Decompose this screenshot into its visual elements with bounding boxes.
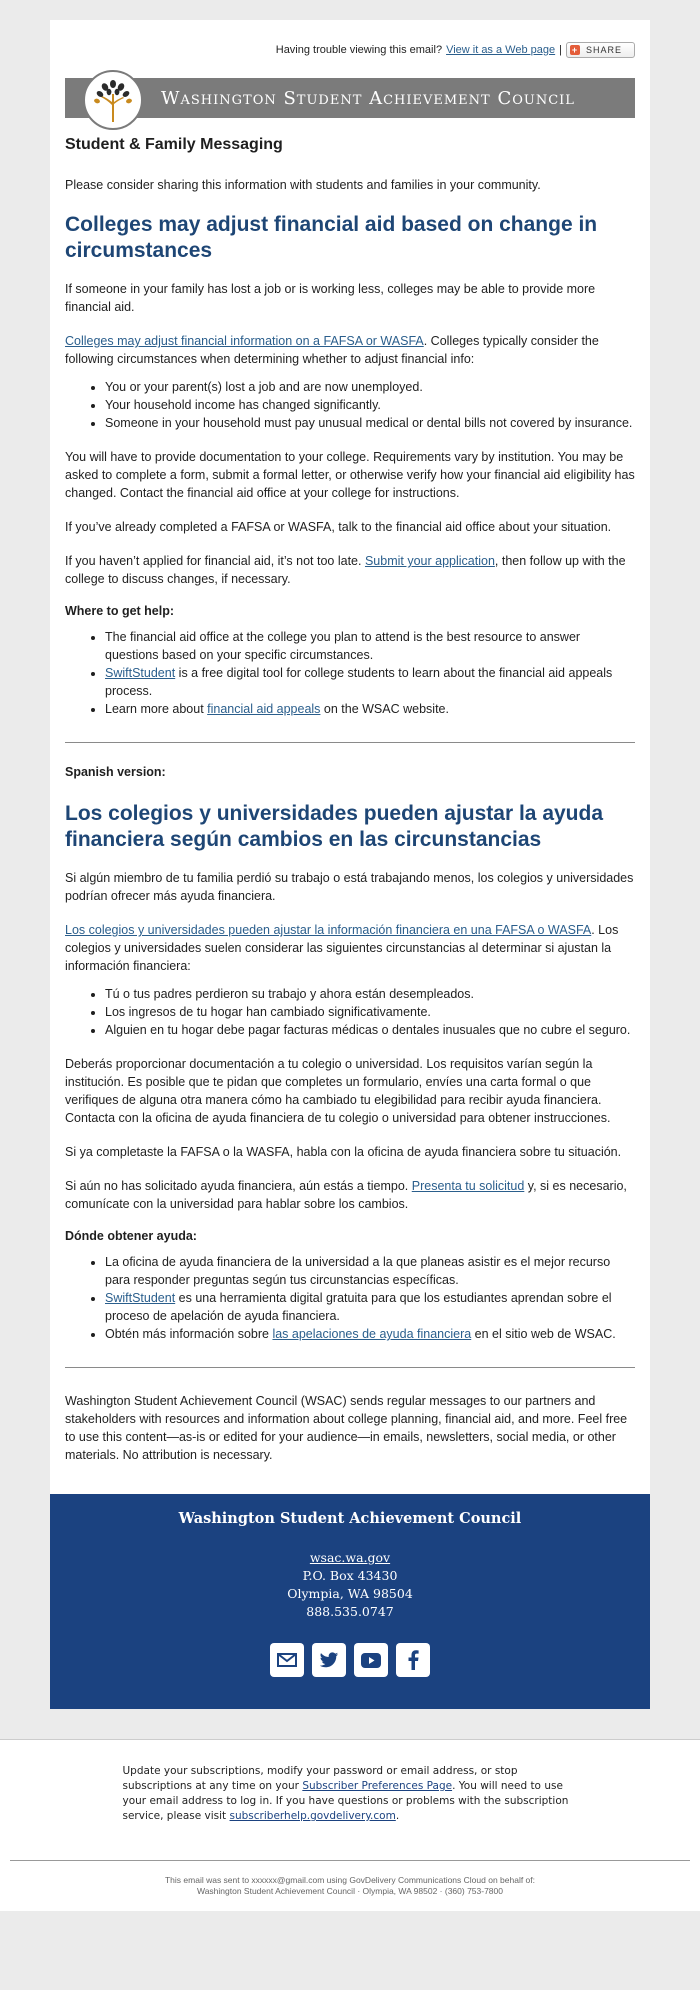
section-label: Student & Family Messaging [65, 136, 283, 153]
list-item: • You or your parent(s) lost a job and are now unemployed. [105, 378, 635, 396]
english-p5-post: , then follow up with the college to discuss changes, if necessary. [65, 554, 626, 586]
share-plus-icon: + [571, 45, 579, 55]
list-item [105, 1325, 635, 1343]
spanish-help-heading: Dónde obtener ayuda: [65, 1229, 197, 1243]
sent-by-notice [0, 1875, 700, 1897]
list-item: • The financial aid office at the college you plan to attend is the best resource to answer questions based on your specific circumstances. [105, 628, 635, 664]
subscriber-preferences-link[interactable]: Subscriber Preferences Page [302, 1780, 453, 1792]
english-help-list [65, 628, 635, 718]
spanish-p3: Deberás proporcionar documentación a tu colegio o universidad. Los requisitos varían según la institución. Es posible que te pidan que completes un formulario, envíes una carta formal o que verifiques de alguna otra manera cómo ha cambiado tu elegibilidad para recibir ayuda financiera. Contacta con la oficina de ayuda financiera de tu colegio o universidad para obtener instrucciones. [65, 1057, 611, 1125]
swiftstudent-link[interactable]: SwiftStudent [105, 666, 176, 680]
list-item: • Los ingresos de tu hogar han cambiado significativamente. [105, 1003, 635, 1021]
view-online-bar [65, 38, 635, 62]
english-p5-pre: If you haven’t applied for financial aid, it’s not too late. [65, 554, 365, 568]
spanish-p5-pre: Si aún no has solicitado ayuda financiera, aún estás a tiempo. [65, 1179, 412, 1193]
share-label: SHARE [585, 45, 622, 55]
english-p2 [65, 332, 635, 368]
section-divider [65, 1367, 635, 1368]
submit-application-link[interactable]: Submit your application [364, 554, 495, 568]
submit-application-link-es[interactable]: Presenta tu solicitud [411, 1179, 525, 1193]
footer-city: Olympia, WA 98504 [287, 1586, 413, 1601]
english-p3: You will have to provide documentation to your college. Requirements vary by institution. You may be asked to complete a form, submit a formal letter, or otherwise verify how your financial aid eligibility has changed. Contact the financial aid office at your college for instructions. [65, 450, 635, 500]
list-item: • La oficina de ayuda financiera de la universidad a la que planeas asistir es el mejor recurso para responder preguntas según tus circunstancias específicas. [105, 1253, 635, 1289]
help3-pre-es: Obtén más información sobre [105, 1327, 273, 1341]
english-circumstances-list [65, 378, 635, 432]
footer-po-box: P.O. Box 43430 [302, 1568, 398, 1583]
english-p5 [65, 552, 635, 588]
sent-by-line2: Washington Student Achievement Council · Olympia, WA 98502 · (360) 753-7800 [196, 1886, 503, 1896]
view-web-page-link[interactable]: View it as a Web page [446, 44, 556, 56]
manage-subscription-text [123, 1764, 578, 1824]
footer-address [50, 1549, 650, 1621]
sent-by-line1: This email was sent to xxxxxx@gmail.com using GovDelivery Communications Cloud on behalf of: [164, 1875, 536, 1885]
manage-post: . [395, 1810, 400, 1822]
english-help-heading: Where to get help: [65, 604, 175, 618]
english-p4: If you’ve already completed a FAFSA or WASFA, talk to the financial aid office about your situation. [65, 520, 612, 534]
list-item [105, 700, 635, 718]
wsac-website-link[interactable]: wsac.wa.gov [309, 1550, 391, 1565]
list-item: • Your household income has changed significantly. [105, 396, 635, 414]
topbar-separator: | [559, 44, 562, 56]
twitter-icon[interactable] [312, 1643, 346, 1677]
spanish-p2 [65, 921, 635, 975]
list-item: • Tú o tus padres perdieron su trabajo y ahora están desempleados. [105, 985, 635, 1003]
trouble-text: Having trouble viewing this email? [275, 44, 443, 56]
financial-aid-appeals-link-es[interactable]: las apelaciones de ayuda financiera [272, 1327, 472, 1341]
list-item [105, 664, 635, 700]
list-item [105, 1289, 635, 1325]
footer-contact-block [50, 1494, 650, 1709]
manage-mid: . You will need to use your email address to log in. If you have questions or problems with the subscription service, please visit [122, 1780, 569, 1822]
spanish-p1: Si algún miembro de tu familia perdió su trabajo o está trabajando menos, los colegios y universidades podrían ofrecer más ayuda financiera. [65, 871, 634, 903]
spanish-headline: Los colegios y universidades pueden ajustar la ayuda financiera según cambios en las circunstancias [65, 802, 604, 851]
english-headline: Colleges may adjust financial aid based on change in circumstances [65, 213, 598, 262]
wsac-tree-logo-icon [83, 70, 143, 130]
subscription-footer [0, 1739, 700, 1911]
subscriber-help-link[interactable]: subscriberhelp.govdelivery.com [229, 1810, 396, 1822]
email-card [50, 20, 650, 1709]
social-links [50, 1643, 650, 1677]
intro-text: Please consider sharing this information with students and families in your community. [65, 178, 541, 192]
swiftstudent-link-es[interactable]: SwiftStudent [105, 1291, 176, 1305]
closing-note: Washington Student Achievement Council (WSAC) sends regular messages to our partners and stakeholders with resources and information about college planning, financial aid, and more. Feel free to use this content—as-is or edited for your audience—in emails, newsletters, social media, or other materials. No attribution is necessary. [65, 1394, 628, 1462]
english-p1: If someone in your family has lost a job or is working less, colleges may be able to provide more financial aid. [65, 282, 596, 314]
list-item: • Alguien en tu hogar debe pagar facturas médicas o dentales inusuales que no cubre el seguro. [105, 1021, 635, 1039]
english-p2-rest: . Colleges typically consider the following circumstances when determining whether to adjust financial info: [65, 334, 599, 366]
spanish-p4: Si ya completaste la FAFSA o la WASFA, habla con la oficina de ayuda financiera sobre tu situación. [65, 1145, 622, 1159]
manage-pre: Update your subscriptions, modify your password or email address, or stop subscriptions at any time on your [122, 1765, 518, 1792]
message-body [65, 118, 635, 1494]
spanish-p5-post: y, si es necesario, comunícate con la universidad para hablar sobre los cambios. [65, 1179, 627, 1211]
section-divider [65, 742, 635, 743]
help3-pre: Learn more about [105, 702, 208, 716]
banner-title: Washington Student Achievement Council [161, 87, 575, 109]
youtube-icon[interactable] [354, 1643, 388, 1677]
footer-org-name: Washington Student Achievement Council [178, 1510, 522, 1527]
spanish-p2-rest: . Los colegios y universidades suelen considerar las siguientes circunstancias al determinar si ajustan la información financiera: [65, 923, 619, 973]
list-item: • Someone in your household must pay unusual medical or dental bills not covered by insurance. [105, 414, 635, 432]
spanish-p5 [65, 1177, 635, 1213]
spanish-circumstances-list [65, 985, 635, 1039]
fafsa-adjust-link[interactable]: Colleges may adjust financial information on a FAFSA or WASFA [65, 334, 424, 348]
help3-post: on the WSAC website. [320, 702, 449, 716]
email-icon[interactable] [270, 1643, 304, 1677]
facebook-icon[interactable] [396, 1643, 430, 1677]
financial-aid-appeals-link[interactable]: financial aid appeals [207, 702, 321, 716]
share-button[interactable] [566, 42, 635, 58]
help2-rest: is a free digital tool for college students to learn about the financial aid appeals process. [105, 666, 613, 698]
fafsa-adjust-link-es[interactable]: Los colegios y universidades pueden ajustar la información financiera en una FAFSA o WASFA [65, 923, 592, 937]
footer-divider [10, 1860, 690, 1861]
header-banner [65, 78, 635, 118]
spanish-section-label: Spanish version: [65, 765, 166, 779]
help2-rest-es: es una herramienta digital gratuita para que los estudiantes aprendan sobre el proceso de apelación de ayuda financiera. [105, 1291, 612, 1323]
spanish-help-list [65, 1253, 635, 1343]
footer-phone: 888.535.0747 [306, 1604, 394, 1619]
help3-post-es: en el sitio web de WSAC. [471, 1327, 616, 1341]
